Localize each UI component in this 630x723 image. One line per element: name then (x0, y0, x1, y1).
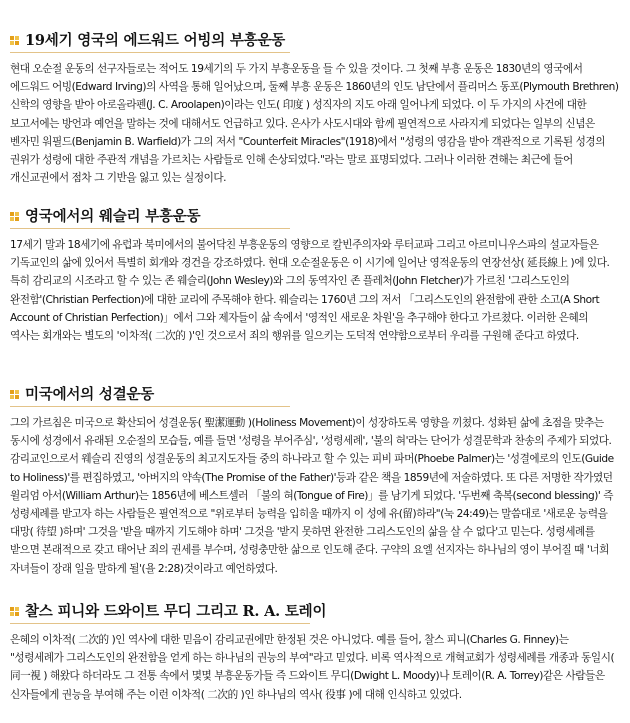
bullet-squares-icon (10, 36, 19, 45)
section-title: 찰스 피니와 드와이트 무디 그리고 R. A. 토레이 (25, 603, 327, 620)
section-paragraph: 그의 가르침은 미국으로 확산되어 성결운동( 聖潔運動 )(Holiness Movement)이 성장하도록 영향을 끼쳤다. 성화된 삶에 초점을 맞추는 동시에 성경에서 유래된 오순절의 모습들, 예를 들면 '성령을 부어주심', '성령세례', '불의 혀'라는 단어가 성결문학과 찬송의 주제가 되었다. 감리교인으로서 웨슬리 진영의 성결운동의 최고지도자들 중의 하나라고 할 수 있는 피비 파머(Phoebe Palmer)는 '성결에로의 인도(Guide to Holiness)'를 편집하였고, '아버지의 약속(The Promise of the Father)'등과 같은 책을 1859년에 저술하였다. 또 다른 저명한 작가였던 윌리엄 아서(William Arthur)는 1856년에 베스트셀러 「불의 혀(Tongue of Fire)」를 남기게 되었다. '두번째 축복(second blessing)' 즉 성령세례를 받고자 하는 사람들은 필연적으로 "위로부터 능력을 입히울 때까지 이 성에 유(留)하라"(눅 24:49)는 말씀대로 '새로운 능력을 대망( 待望 )하며' 그것을 '받을 때까지 기도해야 하며' 그것을 '받지 못하면 완전한 그리스도인의 삶을 살 수 없다'고 믿는다. 성령세례를 받으면 본래적으로 갖고 태어난 죄의 권세를 부수며, 성령충만한 삶으로 인도해 준다. 구약의 요엘 선지자는 하나님의 영이 부어질 때 '너희 자녀들이 장래 일을 말하게 될'(욜 2:28)것이라고 예언하였다. (10, 417, 614, 575)
section-irving-revival (10, 27, 620, 187)
bullet-squares-icon (10, 607, 19, 616)
section-heading (10, 598, 327, 624)
section-title: 19세기 영국의 에드워드 어빙의 부흥운동 (25, 32, 286, 49)
section-paragraph: 17세기 말과 18세기에 유럽과 북미에서의 불어닥친 부흥운동의 영향으로 칼빈주의자와 루터교파 그리고 아르미니우스파의 설교자들은 기독교인의 삶에 있어서 특별히 회개와 경건을 강조하였다. 현대 오순절운동은 이 시기에 일어난 영적운동의 연장선상( 延長線上 )에 있다. 특히 감리교의 시조라고 할 수 있는 존 웨슬리(John Wesley)와 그의 동역자인 존 플레처(John Fletcher)가 가르친 '그리스도인의 완전함'(Christian Perfection)에 대한 교리에 주목해야 한다. 웨슬리는 1760년 그의 저서 「그리스도인의 완전함에 관한 소고(A Short Account of Christian Perfection)」에서 그와 제자들이 삶 속에서 '영적인 새로운 차원'을 추구해야 한다고 가르쳤다. 이러한 은혜의 역사는 회개와는 별도의 '이차적( 二次的 )'인 것으로서 죄의 행위를 일으키는 도덕적 연약함으로부터 우리를 구원해 준다고 하였다. (10, 239, 610, 343)
bullet-squares-icon (10, 212, 19, 221)
section-title: 영국에서의 웨슬리 부흥운동 (25, 208, 201, 225)
section-heading (10, 203, 290, 229)
section-paragraph: 현대 오순절 운동의 선구자들로는 적어도 19세기의 두 가지 부흥운동을 들 수 있을 것이다. 그 첫째 부흥 운동은 1830년의 영국에서 에드워드 어빙(Edward Irving)의 사역을 통해 일어났으며, 둘째 부흥 운동은 1860년의 인도 남단에서 플리머스 동포(Plymouth Brethren) 신학의 영향을 받아 아로올라펜(J. C. Aroolapen)이라는 인도( 印度 ) 성직자의 지도 아래 일어나게 되었다. 이 두 가지의 사건에 대한 보고서에는 방언과 예언을 말하는 것에 대해서도 언급하고 있다. 은사가 사도시대와 함께 필연적으로 사라지게 되었다는 일부의 신념은 벤자민 워필드(Benjamin B. Warfield)가 그의 저서 "Counterfeit Miracles"(1918)에서 "성령의 영감을 받아 객관적으로 기록된 성경의 권위가 성령에 대한 주관적 개념을 가르치는 사람들로 인해 손상되었다."라는 말로 표명되었다. 그러나 이러한 견해는 최근에 들어 개신교권에서 점차 그 기반을 잃고 있는 실정이다. (10, 63, 619, 185)
section-wesley-revival (10, 203, 620, 345)
section-heading (10, 381, 290, 407)
section-finney-moody-torrey (10, 598, 620, 704)
section-paragraph: 은혜의 이차적( 二次的 )인 역사에 대한 믿음이 감리교권에만 한정된 것은 아니었다. 예를 들어, 찰스 피니(Charles G. Finney)는 "성령세례가 그리스도인의 완전함을 얻게 하는 하나님의 권능의 부여"라고 믿었다. 비록 역사적으로 개혁교회가 성령세례를 개종과 동일시( 同一視 ) 해왔다 하더라도 그 전통 속에서 몇몇 부흥운동가들 즉 드와이트 무디(Dwight L. Moody)나 토레이(R. A. Torrey)같은 사람들은 신자들에게 권능을 부여해 주는 이런 이차적( 二次的 )인 하나님의 역사( 役事 )에 대해 인식하고 있었다. (10, 634, 615, 701)
section-holiness-movement (10, 381, 620, 578)
section-heading (10, 27, 290, 53)
bullet-squares-icon (10, 390, 19, 399)
section-title: 미국에서의 성결운동 (25, 386, 155, 403)
